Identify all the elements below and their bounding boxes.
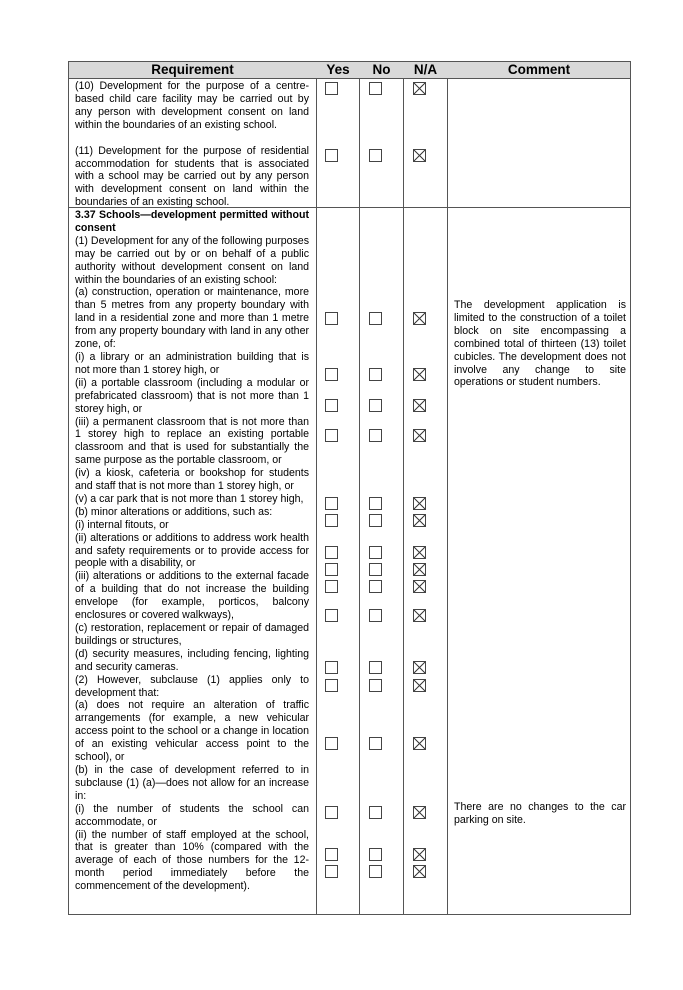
cross-mark-icon <box>414 430 425 441</box>
yes-checkbox[interactable] <box>325 737 338 750</box>
cross-mark-icon <box>414 849 425 860</box>
yes-checkbox[interactable] <box>325 580 338 593</box>
cross-mark-icon <box>414 610 425 621</box>
clause-line: (i) the number of students the school can accommodate, or <box>75 802 309 828</box>
na-checkbox-checked[interactable] <box>413 546 426 559</box>
cross-mark-icon <box>414 738 425 749</box>
clause-line: (1) Development for any of the following purposes may be carried out by or on behalf of a public authority without development consent on land within the boundaries of an existing school: <box>75 234 309 286</box>
no-checkbox[interactable] <box>369 609 382 622</box>
clause-line: (ii) a portable classroom (including a modular or prefabricated classroom) that is not more than 1 storey high, or <box>75 376 309 415</box>
clause-line: (c) restoration, replacement or repair of damaged buildings or structures, <box>75 622 309 647</box>
na-checkbox-checked[interactable] <box>413 497 426 510</box>
header-na: N/A <box>413 62 438 77</box>
no-checkbox[interactable] <box>369 312 382 325</box>
yes-checkbox[interactable] <box>325 399 338 412</box>
no-checkbox[interactable] <box>369 429 382 442</box>
na-checkbox-checked[interactable] <box>413 609 426 622</box>
na-checkbox-checked[interactable] <box>413 514 426 527</box>
clause-line: (a) does not require an alteration of traffic arrangements (for example, a new vehicular access point to the school or a change in location of an existing vehicular access point to the school), or <box>75 699 309 764</box>
cross-mark-icon <box>414 866 425 877</box>
cross-mark-icon <box>414 662 425 673</box>
clause-line: (iv) a kiosk, cafeteria or bookshop for students and staff that is not more than 1 storey high, or <box>75 467 309 493</box>
requirement-cell <box>75 209 309 893</box>
no-checkbox[interactable] <box>369 149 382 162</box>
requirement-item-10: (10) Development for the purpose of a centre-based child care facility may be carried out by any person with development consent on land within the boundaries of an existing school. <box>75 80 309 131</box>
requirement-item-11: (11) Development for the purpose of residential accommodation for students that is associated with a school may be carried out by any person with development consent on land within the boundaries of an existing school. <box>75 144 309 209</box>
no-checkbox[interactable] <box>369 546 382 559</box>
no-checkbox[interactable] <box>369 679 382 692</box>
cross-mark-icon <box>414 515 425 526</box>
clause-line: (iii) a permanent classroom that is not more than 1 storey high to replace an existing portable classroom and that is used for substantially the same purpose as the portable classroom, or <box>75 415 309 467</box>
na-checkbox-checked[interactable] <box>413 368 426 381</box>
yes-checkbox[interactable] <box>325 312 338 325</box>
no-checkbox[interactable] <box>369 563 382 576</box>
yes-checkbox[interactable] <box>325 661 338 674</box>
na-checkbox-checked[interactable] <box>413 312 426 325</box>
yes-checkbox[interactable] <box>325 563 338 576</box>
header-no: No <box>372 62 391 77</box>
clause-line: (ii) the number of staff employed at the school, that is greater than 10% (compared with the average of each of those numbers for the 12-month period immediately before the commencement of the development). <box>75 828 309 893</box>
no-checkbox[interactable] <box>369 580 382 593</box>
cross-mark-icon <box>414 369 425 380</box>
yes-checkbox[interactable] <box>325 82 338 95</box>
cross-mark-icon <box>414 547 425 558</box>
table-header-row <box>69 62 630 79</box>
header-comment: Comment <box>507 62 571 77</box>
section-title: 3.37 Schools—development permitted without consent <box>75 209 309 234</box>
comment-text: There are no changes to the car parking on site. <box>454 801 626 826</box>
no-checkbox[interactable] <box>369 865 382 878</box>
cross-mark-icon <box>414 581 425 592</box>
na-checkbox-checked[interactable] <box>413 82 426 95</box>
table-row <box>69 208 630 914</box>
requirements-table <box>68 61 631 915</box>
na-checkbox-checked[interactable] <box>413 149 426 162</box>
no-checkbox[interactable] <box>369 368 382 381</box>
yes-checkbox[interactable] <box>325 368 338 381</box>
na-checkbox-checked[interactable] <box>413 563 426 576</box>
yes-checkbox[interactable] <box>325 429 338 442</box>
na-checkbox-checked[interactable] <box>413 679 426 692</box>
yes-checkbox[interactable] <box>325 149 338 162</box>
clause-line: (b) minor alterations or additions, such as: <box>75 505 273 518</box>
clause-line: (iii) alterations or additions to the external facade of a building that do not increase the building envelope (for example, porticos, balcony enclosures or covered walkways), <box>75 570 309 622</box>
na-checkbox-checked[interactable] <box>413 737 426 750</box>
clause-line: (i) a library or an administration building that is not more than 1 storey high, or <box>75 350 309 376</box>
cross-mark-icon <box>414 564 425 575</box>
cross-mark-icon <box>414 313 425 324</box>
clause-line: (2) However, subclause (1) applies only to development that: <box>75 673 309 699</box>
yes-checkbox[interactable] <box>325 497 338 510</box>
header-requirement: Requirement <box>151 62 234 77</box>
clause-line: (a) construction, operation or maintenance, more than 5 metres from any property boundary with land in a residential zone and more than 1 metre from any property boundary with land in any other zone, of: <box>75 286 309 351</box>
na-checkbox-checked[interactable] <box>413 429 426 442</box>
header-yes: Yes <box>326 62 350 77</box>
na-checkbox-checked[interactable] <box>413 865 426 878</box>
cross-mark-icon <box>414 680 425 691</box>
na-checkbox-checked[interactable] <box>413 661 426 674</box>
no-checkbox[interactable] <box>369 661 382 674</box>
yes-checkbox[interactable] <box>325 609 338 622</box>
clause-line: (ii) alterations or additions to address work health and safety requirements or to provide access for people with a disability, or <box>75 531 309 570</box>
na-checkbox-checked[interactable] <box>413 399 426 412</box>
clause-line: (v) a car park that is not more than 1 storey high, <box>75 492 304 505</box>
cross-mark-icon <box>414 498 425 509</box>
yes-checkbox[interactable] <box>325 806 338 819</box>
cross-mark-icon <box>414 400 425 411</box>
na-checkbox-checked[interactable] <box>413 580 426 593</box>
no-checkbox[interactable] <box>369 497 382 510</box>
yes-checkbox[interactable] <box>325 865 338 878</box>
no-checkbox[interactable] <box>369 848 382 861</box>
requirement-cell <box>75 80 309 209</box>
no-checkbox[interactable] <box>369 806 382 819</box>
clause-line: (i) internal fitouts, or <box>75 518 169 531</box>
table-row <box>69 79 630 208</box>
cross-mark-icon <box>414 150 425 161</box>
clause-line: (d) security measures, including fencing, lighting and security cameras. <box>75 647 309 673</box>
cross-mark-icon <box>414 83 425 94</box>
no-checkbox[interactable] <box>369 82 382 95</box>
yes-checkbox[interactable] <box>325 514 338 527</box>
no-checkbox[interactable] <box>369 399 382 412</box>
no-checkbox[interactable] <box>369 514 382 527</box>
comment-text: The development application is limited to the construction of a toilet block on site encompassing a combined total of thirteen (13) toilet cubicles. The development does not involve any change to site operations or student numbers. <box>454 299 626 389</box>
na-checkbox-checked[interactable] <box>413 806 426 819</box>
na-checkbox-checked[interactable] <box>413 848 426 861</box>
clause-line: (b) in the case of development referred to in subclause (1) (a)—does not allow for an increase in: <box>75 763 309 802</box>
yes-checkbox[interactable] <box>325 679 338 692</box>
yes-checkbox[interactable] <box>325 546 338 559</box>
yes-checkbox[interactable] <box>325 848 338 861</box>
cross-mark-icon <box>414 807 425 818</box>
no-checkbox[interactable] <box>369 737 382 750</box>
